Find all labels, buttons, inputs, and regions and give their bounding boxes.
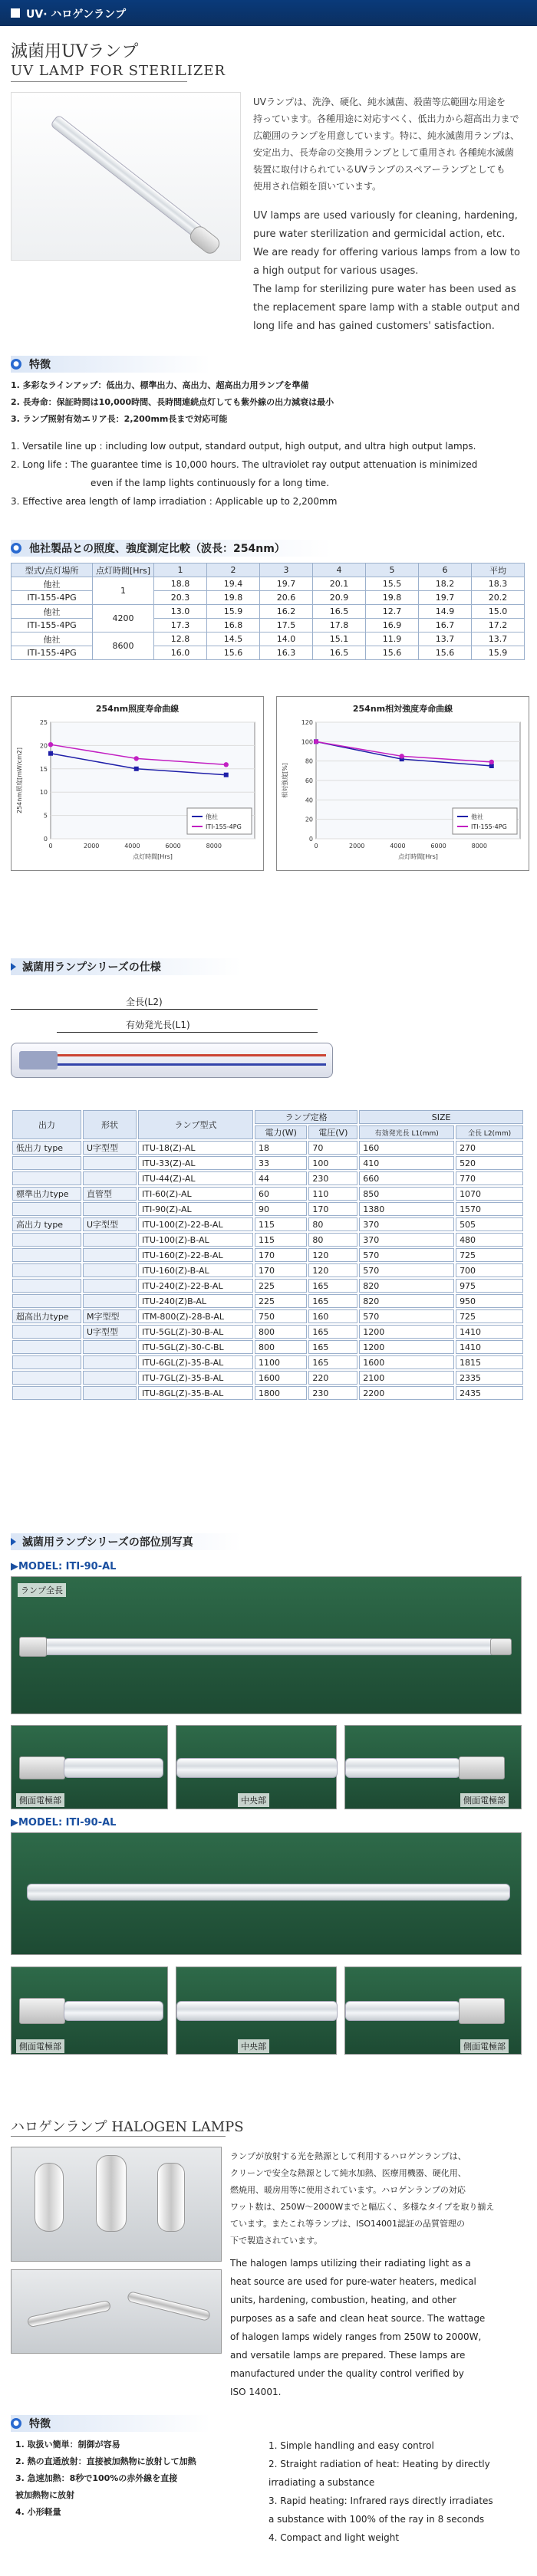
data-point — [489, 760, 494, 764]
spec-cell-model: ITU-44(Z)-AL — [138, 1171, 253, 1185]
spec-cell-shape — [83, 1233, 137, 1247]
uv-title-jp: 滅菌用UVランプ — [11, 42, 139, 61]
halogen-description-en: The halogen lamps utilizing their radiating light as a heat source are used for pure-water heaters, medical units, hardening, combustion, heating, and other purposes as a safe and clean heat source. The wattage of halogen lamps widely ranges from 250W to 2000W, and versatile lamps are prepared. These lamps are manufactured under the quality control verified by ISO 14001. — [230, 2258, 486, 2397]
spec-cell-v: 120 — [308, 1263, 357, 1277]
specs-heading: 滅菌用ランプシリーズの仕様 — [11, 958, 241, 975]
y-tick-label: 40 — [305, 797, 313, 804]
model-label-1: ▶MODEL: ITI-90-AL — [11, 1561, 117, 1572]
table-header-row: 型式/点灯場所 点灯時間[Hrs] 1 2 3 4 5 6 平均 — [12, 564, 525, 577]
spec-cell-shape — [83, 1202, 137, 1216]
spec-cell-l2: 1410 — [456, 1325, 523, 1339]
spec-col-l2: 全長 L2(mm) — [456, 1125, 523, 1139]
data-point — [134, 756, 139, 761]
spec-cell-v: 165 — [308, 1355, 357, 1369]
spec-cell-output — [12, 1202, 81, 1216]
spec-cell-l1: 370 — [359, 1217, 454, 1231]
table-row — [12, 1386, 523, 1400]
arrow-icon — [11, 1538, 16, 1546]
uv-description-en: UV lamps are used variously for cleaning, hardening, pure water sterilization and germicidal action, etc. We are ready for offering various lamps from a low to a high output for various usages. The lamp for sterilizing pure water has been used as the replacement spare lamp with a stable output and long life and has gained customers' satisfaction. — [253, 210, 520, 332]
spec-cell-model: ITU-240(Z)B-AL — [138, 1294, 253, 1308]
data-point — [314, 739, 318, 744]
model-label-2: ▶MODEL: ITI-90-AL — [11, 1817, 117, 1829]
spec-cell-model: ITI-90(Z)-AL — [138, 1202, 253, 1216]
y-tick-label: 10 — [39, 789, 48, 797]
spec-cell-output — [12, 1386, 81, 1400]
y-axis-label: 254nm照度[mW/cm2] — [16, 747, 23, 814]
spec-col-volt: 電圧(V) — [308, 1125, 357, 1139]
irradiance-chart — [11, 696, 264, 871]
spec-cell-v: 165 — [308, 1294, 357, 1308]
spec-cell-l1: 1200 — [359, 1340, 454, 1354]
uv-lamp-photo — [11, 92, 241, 261]
spec-cell-l1: 1600 — [359, 1355, 454, 1369]
spec-cell-w: 1600 — [255, 1371, 307, 1385]
spec-cell-l1: 370 — [359, 1233, 454, 1247]
spec-cell-v: 110 — [308, 1187, 357, 1201]
spec-cell-output — [12, 1248, 81, 1262]
spec-col-watt: 電力(W) — [255, 1125, 307, 1139]
spec-cell-l2: 725 — [456, 1248, 523, 1262]
spec-col-model: ランプ型式 — [138, 1110, 253, 1139]
spec-cell-shape: U字型型 — [83, 1141, 137, 1155]
spec-cell-model: ITU-18(Z)-AL — [138, 1141, 253, 1155]
table-row — [12, 1248, 523, 1262]
y-axis-label: 相対強度[%] — [282, 763, 288, 798]
spec-cell-output — [12, 1171, 81, 1185]
spec-cell-shape: U字型型 — [83, 1217, 137, 1231]
spec-cell-output: 高出力 type — [12, 1217, 81, 1231]
spec-cell-l1: 1200 — [359, 1325, 454, 1339]
table-row — [12, 1233, 523, 1247]
table-row — [12, 1355, 523, 1369]
lamp-cap-left-icon — [19, 1637, 47, 1657]
uv-title-en: UV LAMP FOR STERILIZER — [11, 63, 226, 79]
spec-cell-v: 120 — [308, 1248, 357, 1262]
spec-cell-l1: 570 — [359, 1263, 454, 1277]
side-electrode-photo-left-2: 側面電極部 — [11, 1967, 168, 2055]
arrow-icon — [11, 963, 16, 971]
spec-col-output: 出力 — [12, 1110, 81, 1139]
spec-cell-w: 225 — [255, 1279, 307, 1293]
bullet-icon: ● — [11, 2418, 21, 2429]
x-tick-label: 0 — [48, 843, 53, 849]
spec-cell-output — [12, 1371, 81, 1385]
table-row: ITI-155-4PG 17.3 16.8 17.5 17.8 16.9 16.7 17.2 — [12, 619, 525, 632]
spec-cell-l2: 1570 — [456, 1202, 523, 1216]
x-tick-label: 6000 — [165, 843, 181, 849]
spec-cell-v: 100 — [308, 1156, 357, 1170]
spec-cell-l1: 660 — [359, 1171, 454, 1185]
spec-cell-w: 90 — [255, 1202, 307, 1216]
spec-cell-l2: 2435 — [456, 1386, 523, 1400]
spec-cell-v: 165 — [308, 1340, 357, 1354]
spec-cell-shape: M字型型 — [83, 1309, 137, 1323]
lamp-cap-right-icon — [490, 1638, 512, 1655]
halogen-title: ハロゲンランプ HALOGEN LAMPS — [11, 2119, 244, 2135]
spec-cell-l2: 1815 — [456, 1355, 523, 1369]
table-row — [12, 1371, 523, 1385]
spec-cell-l1: 2100 — [359, 1371, 454, 1385]
table-row — [12, 1171, 523, 1185]
x-tick-label: 2000 — [349, 843, 365, 849]
uv-features-heading: ● 特徴 — [11, 356, 210, 373]
spec-cell-shape: 直管型 — [83, 1187, 137, 1201]
effective-length-line — [57, 1032, 318, 1033]
spec-cell-shape — [83, 1294, 137, 1308]
x-tick-label: 4000 — [390, 843, 406, 849]
spec-cell-v: 170 — [308, 1202, 357, 1216]
data-point — [400, 754, 404, 758]
spec-col-rating: ランプ定格 — [255, 1110, 357, 1124]
legend-label: 他社 — [471, 813, 483, 820]
x-tick-label: 8000 — [471, 843, 487, 849]
x-tick-label: 6000 — [430, 843, 446, 849]
spec-cell-l1: 820 — [359, 1294, 454, 1308]
data-point — [224, 773, 229, 777]
spec-cell-v: 165 — [308, 1279, 357, 1293]
spec-cell-model: ITU-7GL(Z)-35-B-AL — [138, 1371, 253, 1385]
spec-cell-shape: U字型型 — [83, 1325, 137, 1339]
spec-cell-model: ITU-5GL(Z)-30-B-AL — [138, 1325, 253, 1339]
table-row — [12, 1325, 523, 1339]
specs-table — [11, 1109, 525, 1401]
spec-cell-l2: 505 — [456, 1217, 523, 1231]
spec-cell-shape — [83, 1248, 137, 1262]
table-row: ITI-155-4PG 20.3 19.8 20.6 20.9 19.8 19.7 20.2 — [12, 591, 525, 605]
spec-cell-l1: 1380 — [359, 1202, 454, 1216]
spec-cell-output: 低出力 type — [12, 1141, 81, 1155]
table-row — [12, 1187, 523, 1201]
spec-cell-shape — [83, 1340, 137, 1354]
spec-cell-l2: 975 — [456, 1279, 523, 1293]
side-electrode-photo-right-2: 側面電極部 — [344, 1967, 522, 2055]
legend-label: 他社 — [206, 813, 218, 820]
full-lamp-photo-2 — [11, 1832, 522, 1955]
spec-cell-output — [12, 1340, 81, 1354]
spec-cell-shape — [83, 1355, 137, 1369]
data-point — [48, 742, 53, 747]
spec-cell-model: ITU-100(Z)-22-B-AL — [138, 1217, 253, 1231]
center-photo-2: 中央部 — [176, 1967, 337, 2055]
spec-cell-w: 1800 — [255, 1386, 307, 1400]
y-tick-label: 25 — [39, 719, 48, 726]
bullet-icon: ● — [11, 359, 21, 370]
y-tick-label: 60 — [305, 777, 313, 784]
effective-length-label: 有効発光長(L1) — [126, 1020, 190, 1030]
spec-cell-model: ITU-100(Z)-B-AL — [138, 1233, 253, 1247]
spec-cell-output: 超高出力type — [12, 1309, 81, 1323]
y-tick-label: 20 — [305, 816, 313, 823]
lamp-dimension-diagram — [11, 981, 333, 1104]
spec-cell-w: 1100 — [255, 1355, 307, 1369]
photos-heading: 滅菌用ランプシリーズの部位別写真 — [11, 1533, 241, 1550]
title-divider — [11, 81, 187, 82]
table-row — [12, 1340, 523, 1354]
spec-col-shape: 形状 — [83, 1110, 137, 1139]
spec-cell-l2: 2335 — [456, 1371, 523, 1385]
legend-label: ITI-155-4PG — [471, 823, 507, 830]
legend-label: ITI-155-4PG — [206, 823, 242, 830]
x-tick-label: 2000 — [84, 843, 100, 849]
spec-cell-v: 80 — [308, 1217, 357, 1231]
spec-cell-model: ITI-60(Z)-AL — [138, 1187, 253, 1201]
spec-cell-w: 115 — [255, 1233, 307, 1247]
spec-cell-l2: 725 — [456, 1309, 523, 1323]
y-tick-label: 15 — [39, 765, 48, 773]
header-title: UV· ハロゲンランプ — [26, 8, 127, 21]
uv-features-en: 1. Versatile line up : including low output, standard output, high output, and ultra high output lamps. 2. Long life : The guarantee time is 10,000 hours. The ultraviolet ray output attenuation is minimized even if the lamp lights continuously for a long time. 3. Effective area length of lamp irradiation : Applicable up to 2,200mm — [11, 441, 478, 507]
table-row — [12, 1263, 523, 1277]
spec-cell-l2: 770 — [456, 1171, 523, 1185]
spec-cell-w: 750 — [255, 1309, 307, 1323]
spec-cell-w: 33 — [255, 1156, 307, 1170]
spec-cell-model: ITM-800(Z)-28-B-AL — [138, 1309, 253, 1323]
spec-cell-v: 230 — [308, 1386, 357, 1400]
y-tick-label: 5 — [43, 812, 48, 820]
spec-col-size: SIZE — [359, 1110, 523, 1124]
spec-cell-l1: 570 — [359, 1309, 454, 1323]
spec-cell-v: 80 — [308, 1233, 357, 1247]
spec-cell-v: 220 — [308, 1371, 357, 1385]
spec-cell-w: 800 — [255, 1340, 307, 1354]
spec-cell-l1: 570 — [359, 1248, 454, 1262]
spec-cell-l2: 700 — [456, 1263, 523, 1277]
halogen-description-jp: ランプが放射する光を熱源として利用するハロゲンランプは、 クリーンで安全な熱源として純水加熱、医療用機器、硬化用、 燃焼用、暖房用等に使用されています。ハロゲンランプの対応 ワット数は、250W～2000Wまでと幅広く、多様なタイプを取り揃え ています。またこれ等ランプは、ISO14001認証の品質管理の 下で製造されています。 — [230, 2151, 495, 2246]
spec-cell-shape — [83, 1386, 137, 1400]
comparison-heading: ● 他社製品との照度、強度測定比較（波長：254nm） — [11, 540, 333, 557]
halogen-photo-2 — [11, 2269, 222, 2354]
spec-cell-model: ITU-8GL(Z)-35-B-AL — [138, 1386, 253, 1400]
spec-cell-output — [12, 1355, 81, 1369]
spec-cell-output — [12, 1325, 81, 1339]
bullet-icon: ● — [11, 543, 21, 554]
x-axis-label: 点灯時間[Hrs] — [133, 853, 173, 860]
spec-cell-shape — [83, 1279, 137, 1293]
lamp-tube-icon — [27, 1884, 510, 1901]
header-square-icon — [11, 8, 20, 18]
halogen-features-heading: ● 特徴 — [11, 2415, 210, 2432]
chart-title: 254nm相対強度寿命曲線 — [352, 704, 453, 714]
spec-cell-l1: 820 — [359, 1279, 454, 1293]
spec-cell-l1: 160 — [359, 1141, 454, 1155]
y-tick-label: 0 — [308, 836, 313, 843]
header-bar — [0, 0, 537, 26]
table-row: ITI-155-4PG 16.0 15.6 16.3 16.5 15.6 15.6 15.9 — [12, 646, 525, 660]
spec-cell-output — [12, 1294, 81, 1308]
y-tick-label: 0 — [43, 836, 48, 843]
table-row — [12, 1202, 523, 1216]
spec-cell-output — [12, 1156, 81, 1170]
y-tick-label: 120 — [301, 719, 313, 726]
spec-col-l1: 有効発光長 L1(mm) — [359, 1125, 454, 1139]
halogen-features-en: 1. Simple handling and easy control 2. Straight radiation of heat: Heating by directly irradiating a substance 3. Rapid heating: Infrared rays directly irradiates a substance with 100% of the ray in 8 seconds 4. Compact and light weight — [268, 2440, 493, 2543]
spec-cell-v: 230 — [308, 1171, 357, 1185]
table-row — [12, 1141, 523, 1155]
spec-cell-w: 18 — [255, 1141, 307, 1155]
table-row — [12, 1156, 523, 1170]
spec-cell-shape — [83, 1156, 137, 1170]
side-electrode-photo-right: 側面電極部 — [344, 1725, 522, 1809]
table-row — [12, 1279, 523, 1293]
data-point — [224, 762, 229, 767]
spec-cell-l2: 520 — [456, 1156, 523, 1170]
x-tick-label: 4000 — [124, 843, 140, 849]
center-photo: 中央部 — [176, 1725, 337, 1809]
spec-cell-model: ITU-160(Z)-22-B-AL — [138, 1248, 253, 1262]
lamp-tube-icon — [42, 1638, 495, 1655]
spec-cell-model: ITU-5GL(Z)-30-C-BL — [138, 1340, 253, 1354]
spec-cell-w: 60 — [255, 1187, 307, 1201]
spec-cell-l1: 2200 — [359, 1386, 454, 1400]
data-point — [134, 767, 139, 771]
spec-cell-v: 165 — [308, 1325, 357, 1339]
uv-description-jp: UVランプは、洗浄、硬化、純水滅菌、殺菌等広範囲な用途を 持っています。各種用途に対応すべく、低出力から超高出力まで 広範囲のランプを用意しています。特に、純水滅菌用ランプは、 安定出力、長寿命の交換用ランプとして重用され 各種純水滅菌 装置に取付けられているUVランプのスペアーランプとしても 使用され信頼を頂いています。 — [253, 97, 520, 192]
total-length-line — [11, 1009, 318, 1010]
spec-cell-l1: 850 — [359, 1187, 454, 1201]
full-lamp-photo: ランプ全長 — [11, 1576, 522, 1714]
x-tick-label: 0 — [314, 843, 318, 849]
spec-cell-shape — [83, 1171, 137, 1185]
lamp-outline-icon — [11, 1043, 333, 1078]
relative-intensity-chart — [276, 696, 529, 871]
y-tick-label: 80 — [305, 757, 313, 765]
spec-cell-output — [12, 1263, 81, 1277]
spec-cell-model: ITU-160(Z)-B-AL — [138, 1263, 253, 1277]
spec-cell-model: ITU-33(Z)-AL — [138, 1156, 253, 1170]
spec-cell-output — [12, 1279, 81, 1293]
halogen-divider — [11, 2136, 226, 2137]
spec-cell-w: 44 — [255, 1171, 307, 1185]
table-row — [12, 1309, 523, 1323]
table-row — [12, 1217, 523, 1231]
x-tick-label: 8000 — [206, 843, 222, 849]
spec-cell-l2: 480 — [456, 1233, 523, 1247]
spec-cell-w: 170 — [255, 1248, 307, 1262]
spec-cell-w: 225 — [255, 1294, 307, 1308]
x-axis-label: 点灯時間[Hrs] — [398, 853, 438, 860]
halogen-features-jp: 1. 取扱い簡単：制御が容易 2. 熱の直通放射：直接被加熱物に放射して加熱 3. 急速加熱：8秒で100%の赤外線を直接 被加熱物に放射 4. 小形軽量 — [15, 2440, 196, 2517]
spec-cell-shape — [83, 1263, 137, 1277]
uv-lamp-tube-icon — [50, 114, 203, 238]
spec-cell-l1: 410 — [359, 1156, 454, 1170]
total-length-label: 全長(L2) — [126, 997, 163, 1007]
spec-cell-output — [12, 1233, 81, 1247]
data-point — [48, 751, 53, 756]
table-row: 他社 8600 12.8 14.5 14.0 15.1 11.9 13.7 13.7 — [12, 632, 525, 646]
side-electrode-photo-left: 側面電極部 — [11, 1725, 168, 1809]
spec-cell-w: 800 — [255, 1325, 307, 1339]
spec-cell-l2: 270 — [456, 1141, 523, 1155]
uv-features-jp: 1. 多彩なラインアップ：低出力、標準出力、高出力、超高出力用ランプを準備 2. 長寿命：保証時間は10,000時間、長時間連続点灯しても紫外線の出力減衰は最小 3. ランプ照射有効エリア長：2,200mm長まで対応可能 — [11, 380, 334, 424]
chart-title: 254nm照度寿命曲線 — [95, 704, 180, 714]
spec-cell-l2: 1070 — [456, 1187, 523, 1201]
halogen-photo-1 — [11, 2147, 222, 2262]
spec-cell-l2: 950 — [456, 1294, 523, 1308]
spec-cell-v: 70 — [308, 1141, 357, 1155]
spec-cell-v: 160 — [308, 1309, 357, 1323]
spec-cell-l2: 1410 — [456, 1340, 523, 1354]
y-tick-label: 100 — [301, 738, 313, 746]
spec-cell-model: ITU-6GL(Z)-35-B-AL — [138, 1355, 253, 1369]
spec-cell-output: 標準出力type — [12, 1187, 81, 1201]
spec-cell-w: 115 — [255, 1217, 307, 1231]
y-tick-label: 20 — [39, 742, 48, 750]
spec-cell-model: ITU-240(Z)-22-B-AL — [138, 1279, 253, 1293]
table-row — [12, 1294, 523, 1308]
table-row: 他社 4200 13.0 15.9 16.2 16.5 12.7 14.9 15.0 — [12, 605, 525, 619]
comparison-table — [11, 563, 525, 660]
spec-cell-shape — [83, 1371, 137, 1385]
spec-cell-w: 170 — [255, 1263, 307, 1277]
table-row: 他社 1 18.8 19.4 19.7 20.1 15.5 18.2 18.3 — [12, 577, 525, 591]
